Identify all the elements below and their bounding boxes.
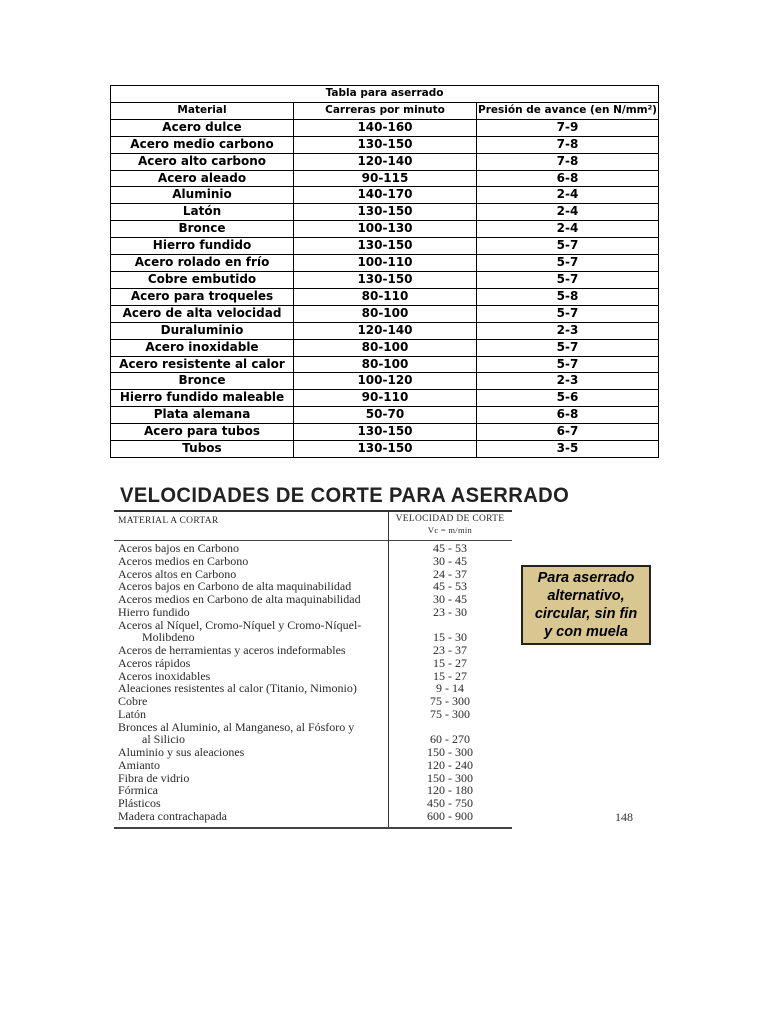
cell-pressure: 3-5 (477, 441, 659, 458)
header-cutting-speed (390, 514, 510, 536)
speed-value: 150 - 300 (427, 745, 473, 759)
cell-pressure: 6-7 (477, 424, 659, 441)
material-name: Aceros al Níquel, Cromo-Níquel y Cromo-Níquel- (118, 617, 362, 632)
cutting-speed-heading: VELOCIDADES DE CORTE PARA ASERRADO (120, 484, 570, 507)
cell-strokes: 100-120 (294, 373, 477, 390)
speed-value: 75 - 300 (430, 694, 470, 708)
list-item (118, 797, 512, 810)
list-item (118, 746, 512, 759)
material-name: Fibra de vidrio (118, 770, 190, 785)
cell-material: Aluminio (111, 187, 294, 204)
material-name: Aceros altos en Carbono (118, 566, 237, 581)
cell-strokes: 100-110 (294, 255, 477, 272)
cell-strokes: 130-150 (294, 136, 477, 153)
table-row (111, 221, 659, 238)
cell-strokes: 130-150 (294, 424, 477, 441)
material-name: Fórmica (118, 783, 158, 798)
speed-value: 30 - 45 (433, 553, 467, 568)
speed-value: 30 - 45 (433, 592, 467, 606)
cell-material: Acero medio carbono (111, 136, 294, 153)
speed-value: 120 - 240 (427, 757, 473, 772)
cell-material: Acero resistente al calor (111, 356, 294, 373)
cell-material: Bronce (111, 221, 294, 238)
sawing-types-callout (521, 565, 651, 645)
speed-value: 120 - 180 (427, 783, 473, 798)
speed-value: 450 - 750 (427, 796, 473, 810)
material-name: Aceros bajos en Carbono de alta maquinabilidad (118, 579, 352, 594)
list-item (118, 759, 512, 772)
table-top-rule (114, 510, 512, 512)
speed-value: 9 - 14 (436, 681, 464, 696)
cell-strokes: 80-100 (294, 339, 477, 356)
material-name: Bronces al Aluminio, al Manganeso, al Fósforo y (118, 719, 355, 734)
list-item (118, 657, 512, 670)
speed-value: 23 - 30 (433, 604, 467, 619)
material-name: Plásticos (118, 796, 161, 810)
table-body (111, 119, 659, 457)
cell-material: Latón (111, 204, 294, 221)
cell-material: Bronce (111, 373, 294, 390)
table-title-row (111, 86, 659, 103)
table-row (111, 322, 659, 339)
cell-material: Acero alto carbono (111, 153, 294, 170)
cell-strokes: 140-170 (294, 187, 477, 204)
speed-value: 24 - 37 (433, 566, 467, 581)
list-item (118, 695, 512, 708)
cell-pressure: 2-4 (477, 187, 659, 204)
cell-material: Acero de alta velocidad (111, 305, 294, 322)
cell-material: Hierro fundido (111, 238, 294, 255)
material-name: Aceros medios en Carbono (118, 553, 249, 568)
table-row (111, 441, 659, 458)
material-name: Aceros rápidos (118, 655, 191, 670)
header-material-to-cut: MATERIAL A CORTAR (118, 516, 219, 526)
material-name: Cobre (118, 694, 148, 708)
speed-value: 23 - 37 (433, 643, 467, 657)
cell-material: Tubos (111, 441, 294, 458)
cell-strokes: 140-160 (294, 119, 477, 136)
callout-text: Para aserrado alternativo, circular, sin fin y con muela (534, 570, 638, 640)
cell-material: Acero inoxidable (111, 339, 294, 356)
material-name: Aceros inoxidables (118, 668, 211, 683)
header-cutting-speed-unit: Vc = m/min (427, 525, 473, 535)
cell-strokes: 130-150 (294, 238, 477, 255)
table-header-row (111, 102, 659, 119)
speed-value: 45 - 53 (433, 579, 467, 594)
cell-pressure: 5-7 (477, 356, 659, 373)
page-number: 148 (615, 810, 633, 824)
table-row (111, 255, 659, 272)
cell-pressure: 2-4 (477, 221, 659, 238)
table-row (111, 305, 659, 322)
table-row (111, 339, 659, 356)
cell-strokes: 120-140 (294, 322, 477, 339)
material-name: al Silicio (142, 732, 185, 747)
table-row (111, 390, 659, 407)
cell-material: Acero para troqueles (111, 288, 294, 305)
cell-material: Acero rolado en frío (111, 255, 294, 272)
cell-strokes: 130-150 (294, 204, 477, 221)
cell-pressure: 5-7 (477, 271, 659, 288)
cell-pressure: 7-8 (477, 153, 659, 170)
cell-pressure: 2-4 (477, 204, 659, 221)
cell-pressure: 5-6 (477, 390, 659, 407)
cell-strokes: 90-110 (294, 390, 477, 407)
speed-value: 15 - 27 (433, 668, 467, 683)
cell-strokes: 80-100 (294, 356, 477, 373)
speed-value: 45 - 53 (433, 541, 467, 555)
cell-strokes: 80-110 (294, 288, 477, 305)
list-item (118, 542, 512, 555)
speed-value: 15 - 30 (433, 630, 467, 645)
table-row (111, 356, 659, 373)
cell-material: Plata alemana (111, 407, 294, 424)
speed-value: 600 - 900 (427, 808, 473, 823)
list-item (118, 555, 512, 568)
table-row (111, 407, 659, 424)
material-name: Latón (118, 706, 146, 721)
material-name: Hierro fundido (118, 604, 190, 619)
material-name: Aceros de herramientas y aceros indeformables (118, 643, 346, 657)
material-name: Madera contrachapada (118, 808, 227, 823)
cell-pressure: 5-7 (477, 238, 659, 255)
list-item (118, 606, 512, 619)
table-row (111, 204, 659, 221)
cell-material: Cobre embutido (111, 271, 294, 288)
speed-value: 75 - 300 (430, 706, 470, 721)
table-bottom-rule (114, 827, 512, 829)
table-row (111, 153, 659, 170)
cell-pressure: 7-9 (477, 119, 659, 136)
cell-pressure: 5-8 (477, 288, 659, 305)
cell-pressure: 5-7 (477, 339, 659, 356)
sawing-table (110, 85, 659, 458)
material-name: Aceros bajos en Carbono (118, 541, 239, 555)
header-cutting-speed-label: VELOCIDAD DE CORTE (395, 514, 505, 524)
material-name: Aleaciones resistentes al calor (Titanio, Nimonio) (118, 681, 357, 696)
table-row (111, 424, 659, 441)
speed-value: 15 - 27 (433, 655, 467, 670)
list-item (118, 593, 512, 606)
cell-pressure: 5-7 (477, 305, 659, 322)
cutting-speed-table (114, 510, 512, 830)
table-row (111, 271, 659, 288)
table-row (111, 288, 659, 305)
table-row (111, 136, 659, 153)
cell-strokes: 50-70 (294, 407, 477, 424)
cell-material: Acero aleado (111, 170, 294, 187)
cell-strokes: 130-150 (294, 441, 477, 458)
header-pressure: Presión de avance (en N/mm²) (477, 102, 659, 119)
header-strokes: Carreras por minuto (294, 102, 477, 119)
cell-strokes: 130-150 (294, 271, 477, 288)
table-row (111, 119, 659, 136)
cell-pressure: 7-8 (477, 136, 659, 153)
cell-material: Duraluminio (111, 322, 294, 339)
cell-pressure: 6-8 (477, 407, 659, 424)
list-item (118, 810, 512, 823)
list-item (118, 644, 512, 657)
material-name: Aluminio y sus aleaciones (118, 745, 245, 759)
cell-pressure: 5-7 (477, 255, 659, 272)
speed-value: 150 - 300 (427, 770, 473, 785)
table-row (111, 238, 659, 255)
material-name: Molibdeno (142, 630, 195, 645)
material-name: Aceros medios en Carbono de alta maquinabilidad (118, 592, 361, 606)
list-item (118, 708, 512, 721)
cell-strokes: 90-115 (294, 170, 477, 187)
cell-strokes: 80-100 (294, 305, 477, 322)
cell-strokes: 120-140 (294, 153, 477, 170)
table-row (111, 170, 659, 187)
material-name: Amianto (118, 757, 160, 772)
cell-strokes: 100-130 (294, 221, 477, 238)
cell-pressure: 6-8 (477, 170, 659, 187)
speed-value: 60 - 270 (430, 732, 470, 747)
table-title: Tabla para aserrado (111, 86, 659, 103)
header-material: Material (111, 102, 294, 119)
cell-material: Acero para tubos (111, 424, 294, 441)
speed-rows (118, 542, 512, 823)
table-row (111, 373, 659, 390)
cell-pressure: 2-3 (477, 322, 659, 339)
cell-material: Acero dulce (111, 119, 294, 136)
table-row (111, 187, 659, 204)
cell-pressure: 2-3 (477, 373, 659, 390)
cell-material: Hierro fundido maleable (111, 390, 294, 407)
